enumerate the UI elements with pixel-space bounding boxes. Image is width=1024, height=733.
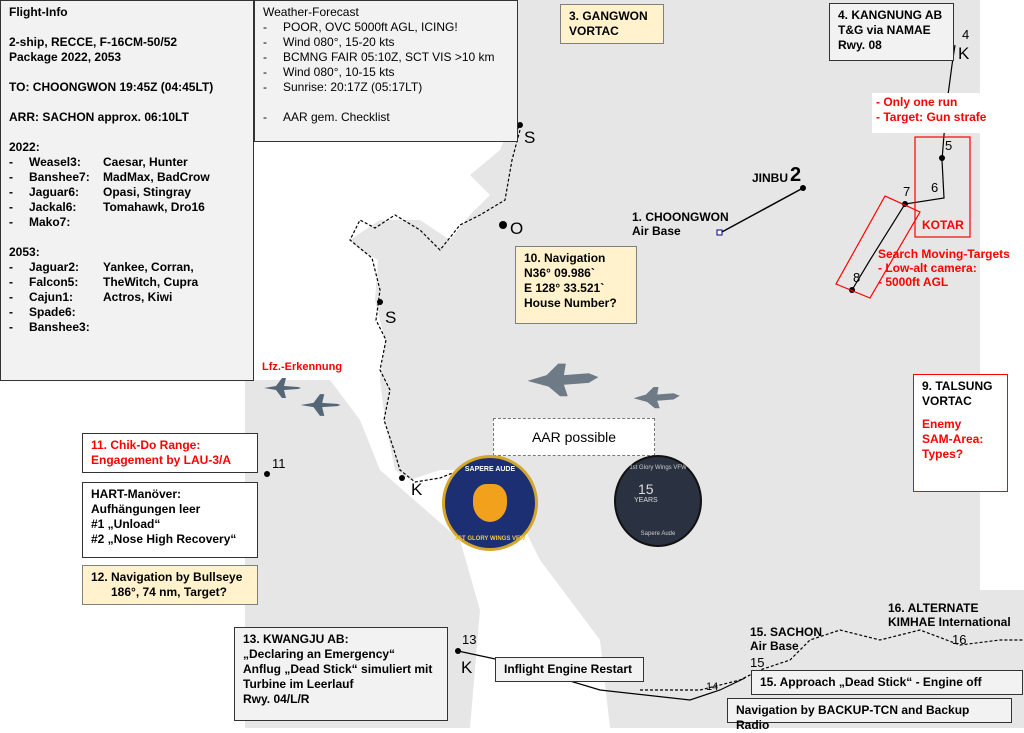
waypoint-number-14: 14 [706, 681, 719, 693]
callsign: Weasel3: [29, 155, 81, 169]
weather-box [254, 0, 518, 142]
aar-possible-box: AAR possible [493, 418, 655, 456]
callsign: Banshee3: [29, 320, 90, 334]
weather-title: Weather-Forecast [263, 5, 359, 19]
sapere-aude-patch: SAPERE AUDE 1ST GLORY WINGS VFW [442, 455, 538, 551]
phoenix-emblem [473, 484, 507, 522]
waypoint-number-13: 13 [462, 632, 477, 647]
weather-line: - BCMNG FAIR 05:10Z, SCT VIS >10 km [263, 50, 495, 64]
flight-row: - Falcon5: TheWitch, Cupra [9, 275, 199, 289]
jinbu-label: JINBU [752, 171, 789, 185]
waypoint-16-label: 16. ALTERNATE KIMHAE International [888, 601, 1011, 629]
flight-row: - Cajun1: Actros, Kiwi [9, 290, 173, 304]
waypoint-11-box: 11. Chik-Do Range: Engagement by LAU-3/A [82, 433, 258, 473]
flight-row: - Jaguar2: Yankee, Corran, [9, 260, 194, 274]
waypoint-number-4: 4 [962, 27, 970, 42]
kotar-label: KOTAR [922, 218, 964, 232]
crew: TheWitch, Cupra [103, 275, 199, 289]
arr-line: ARR: SACHON approx. 06:10LT [9, 110, 189, 124]
crew: Tomahawk, Dro16 [103, 200, 205, 214]
search-targets-note: Search Moving-Targets - Low-alt camera: - 5000ft AGL [878, 247, 1010, 289]
callsign: Jackal6: [29, 200, 77, 214]
crew: Yankee, Corran, [103, 260, 194, 274]
glory-wings-patch: 1st Glory Wings VFW 15 YEARS Sapere Aude [614, 455, 702, 547]
waypoint-10-box: 10. Navigation N36° 09.986` E 128° 33.521` House Number? [515, 246, 637, 324]
waypoint-12-box: 12. Navigation by Bullseye 186°, 74 nm, Target? [82, 565, 258, 605]
flight-row: - Mako7: [9, 215, 245, 230]
weather-line: - Sunrise: 20:17Z (05:17LT) [263, 80, 423, 94]
aircraft-recognition-label: Lfz.-Erkennung [262, 361, 343, 373]
flight-row: - Jackal6: Tomahawk, Dro16 [9, 200, 205, 214]
waypoint-9-box: 9. TALSUNG VORTAC Enemy SAM-Area: Types? [913, 374, 1008, 492]
package-2053-label: 2053: [9, 245, 40, 259]
flight-info-title: Flight-Info [9, 5, 68, 19]
jinbu-number: 2 [790, 164, 802, 186]
flight-row: - Banshee3: [9, 320, 245, 335]
engine-restart-box: Inflight Engine Restart [495, 657, 644, 682]
map-letter-o: O [510, 219, 524, 238]
callsign: Cajun1: [29, 290, 74, 304]
fighter-jet-icon [620, 382, 692, 412]
callsign: Banshee7: [29, 170, 90, 184]
waypoint-number-8: 8 [853, 270, 861, 285]
callsign: Spade6: [29, 305, 76, 319]
package-line: Package 2022, 2053 [9, 50, 122, 64]
callsign: Jaguar6: [29, 185, 80, 199]
callsign: Mako7: [29, 215, 71, 229]
waypoint-13-box: 13. KWANGJU AB: „Declaring an Emergency“ Anflug „Dead Stick“ simuliert mit Turbine im Leerlauf Rwy. 04/L/R [234, 627, 448, 721]
waypoint-number-11: 11 [272, 456, 286, 471]
crew: Opasi, Stingray [103, 185, 192, 199]
weather-line: - Wind 080°, 15-20 kts [263, 35, 395, 49]
waypoint-number-15: 15 [750, 655, 765, 670]
callsign: Falcon5: [29, 275, 79, 289]
approach-box: 15. Approach „Dead Stick“ - Engine off [751, 670, 1023, 695]
flight-info-box [0, 0, 254, 381]
waypoint-1-label: 1. CHOONGWON Air Base [632, 210, 729, 238]
map-letter-k: K [461, 658, 473, 677]
map-letter-k: K [958, 44, 970, 63]
waypoint-number-5: 5 [945, 138, 953, 153]
flight-row: - Jaguar6: Opasi, Stingray [9, 185, 192, 199]
aar-checklist-line: - AAR gem. Checklist [263, 110, 390, 124]
fighter-jet-icon [262, 376, 302, 400]
crew: Actros, Kiwi [103, 290, 173, 304]
fighter-jet-icon [516, 356, 608, 402]
waypoint-number-16: 16 [952, 632, 967, 647]
map-letter-k: K [411, 480, 423, 499]
weather-line: - Wind 080°, 10-15 kts [263, 65, 395, 79]
mission-line: 2-ship, RECCE, F-16CM-50/52 [9, 35, 178, 49]
waypoint-number-7: 7 [903, 184, 911, 199]
flight-row: - Spade6: [9, 305, 245, 320]
flight-row: - Banshee7: MadMax, BadCrow [9, 170, 210, 184]
to-line: TO: CHOONGWON 19:45Z (04:45LT) [9, 80, 214, 94]
waypoint-4-box: 4. KANGNUNG AB T&G via NAMAE Rwy. 08 [829, 3, 954, 61]
package-2022-label: 2022: [9, 140, 40, 154]
waypoint-15-label: 15. SACHON Air Base [750, 625, 823, 653]
fighter-jet-icon [298, 392, 342, 418]
waypoint-4-notes: - Only one run - Target: Gun strafe [872, 93, 1008, 133]
hart-maneuver-box: HART-Manöver: Aufhängungen leer #1 „Unload“ #2 „Nose High Recovery“ [82, 482, 258, 558]
backup-navigation-box: Navigation by BACKUP-TCN and Backup Radio [727, 698, 1012, 723]
waypoint-3-box: 3. GANGWON VORTAC [560, 4, 664, 44]
crew: MadMax, BadCrow [103, 170, 210, 184]
crew: Caesar, Hunter [103, 155, 188, 169]
map-letter-s: S [524, 128, 536, 147]
waypoint-number-6: 6 [931, 180, 939, 195]
callsign: Jaguar2: [29, 260, 80, 274]
map-letter-s: S [385, 308, 397, 327]
weather-line: - POOR, OVC 5000ft AGL, ICING! [263, 20, 458, 34]
flight-row: - Weasel3: Caesar, Hunter [9, 155, 188, 169]
